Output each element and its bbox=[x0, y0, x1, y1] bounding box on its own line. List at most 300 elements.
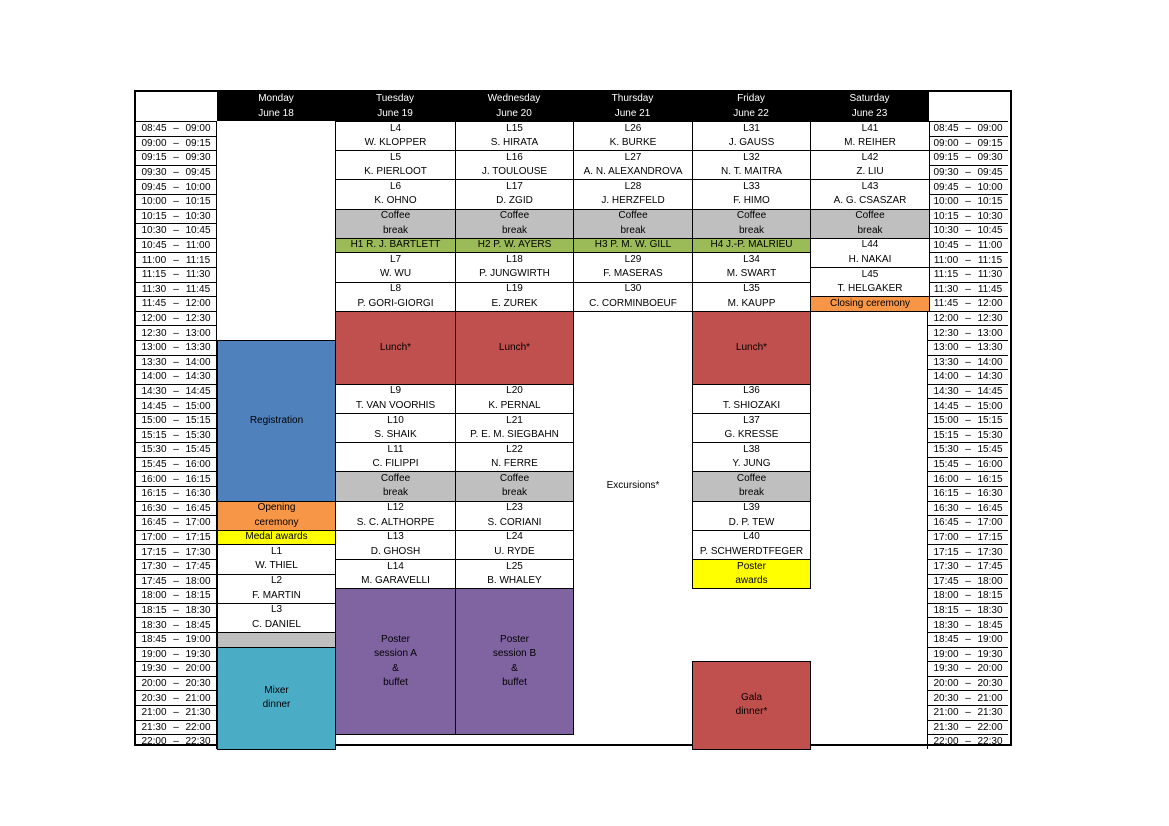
day-header-tuesday bbox=[335, 92, 455, 121]
time-start: 10:30 bbox=[933, 225, 959, 237]
time-dash: – bbox=[173, 678, 179, 690]
time-start: 11:45 bbox=[141, 298, 167, 310]
session-text: Coffee bbox=[499, 210, 530, 222]
session-text: L41 bbox=[861, 122, 879, 134]
time-start: 18:00 bbox=[141, 590, 167, 602]
time-start: 16:30 bbox=[933, 502, 959, 514]
session-yellow[interactable] bbox=[692, 559, 811, 589]
session-text: C. CORMINBOEUF bbox=[589, 297, 677, 309]
session-text: L1 bbox=[270, 545, 283, 557]
time-end: 10:45 bbox=[185, 225, 211, 237]
session-text: L3 bbox=[270, 604, 283, 616]
session-plain[interactable] bbox=[335, 413, 456, 443]
session-plain[interactable] bbox=[335, 179, 456, 209]
session-lunch[interactable] bbox=[455, 311, 574, 385]
session-text: L38 bbox=[743, 443, 760, 455]
session-text: F. MASERAS bbox=[603, 268, 663, 280]
time-end: 18:45 bbox=[977, 619, 1003, 631]
session-text: L24 bbox=[506, 531, 523, 543]
time-dash: – bbox=[173, 648, 179, 660]
session-text: Coffee bbox=[380, 472, 411, 484]
time-slot-left bbox=[136, 617, 217, 632]
session-plain[interactable] bbox=[455, 121, 574, 151]
session-text: H4 J.-P. MALRIEU bbox=[710, 239, 793, 251]
session-plain[interactable] bbox=[335, 121, 456, 151]
session-plain[interactable] bbox=[217, 603, 336, 633]
time-start: 10:00 bbox=[933, 196, 959, 208]
time-dash: – bbox=[173, 269, 179, 281]
time-start: 14:00 bbox=[141, 371, 167, 383]
time-end: 11:45 bbox=[185, 283, 211, 295]
time-dash: – bbox=[173, 590, 179, 602]
time-slot-right bbox=[927, 325, 1008, 340]
time-slot-left bbox=[136, 574, 217, 589]
session-plain[interactable] bbox=[692, 442, 811, 472]
day-name: Tuesday bbox=[376, 93, 414, 104]
session-text: break bbox=[501, 487, 527, 499]
time-slot-left bbox=[136, 136, 217, 151]
session-orange[interactable] bbox=[810, 296, 930, 312]
time-slot-right bbox=[927, 676, 1008, 691]
session-text: L5 bbox=[389, 151, 402, 163]
session-coffee[interactable] bbox=[692, 471, 811, 501]
time-dash: – bbox=[965, 269, 971, 281]
time-start: 12:00 bbox=[933, 313, 959, 325]
time-start: 15:45 bbox=[141, 459, 167, 471]
session-text: Excursions* bbox=[606, 480, 660, 492]
time-start: 19:30 bbox=[933, 663, 959, 675]
session-plain[interactable] bbox=[810, 267, 930, 297]
day-header-monday bbox=[217, 92, 335, 121]
session-plain[interactable] bbox=[335, 501, 456, 531]
session-text: F. HIMO bbox=[733, 195, 770, 207]
time-slot-right bbox=[927, 223, 1008, 238]
session-text: L37 bbox=[743, 414, 760, 426]
time-end: 15:15 bbox=[977, 415, 1003, 427]
session-text: L29 bbox=[624, 253, 642, 265]
session-text: L43 bbox=[861, 180, 879, 192]
session-text: K. PIERLOOT bbox=[364, 166, 427, 178]
session-text: Lunch* bbox=[735, 341, 768, 353]
time-slot-right bbox=[927, 121, 1008, 136]
time-start: 10:15 bbox=[141, 210, 167, 222]
time-start: 10:30 bbox=[141, 225, 167, 237]
time-end: 20:30 bbox=[977, 678, 1003, 690]
time-end: 20:00 bbox=[977, 663, 1003, 675]
time-dash: – bbox=[173, 342, 179, 354]
session-plain[interactable] bbox=[692, 252, 811, 282]
session-text: L22 bbox=[506, 443, 523, 455]
time-end: 09:30 bbox=[185, 152, 211, 164]
time-start: 18:45 bbox=[141, 634, 167, 646]
session-text: & bbox=[511, 662, 518, 674]
session-text: L14 bbox=[387, 560, 404, 572]
session-text: A. N. ALEXANDROVA bbox=[583, 166, 683, 178]
time-slot-right bbox=[927, 471, 1008, 486]
time-end: 13:00 bbox=[185, 327, 211, 339]
session-text: S. C. ALTHORPE bbox=[356, 516, 435, 528]
time-dash: – bbox=[173, 298, 179, 310]
time-end: 13:30 bbox=[977, 342, 1003, 354]
time-dash: – bbox=[173, 356, 179, 368]
time-dash: – bbox=[173, 575, 179, 587]
time-slot-right bbox=[927, 282, 1008, 297]
time-slot-left bbox=[136, 588, 217, 603]
session-orange[interactable] bbox=[217, 501, 336, 531]
time-dash: – bbox=[173, 517, 179, 529]
time-start: 15:00 bbox=[141, 415, 167, 427]
time-start: 10:15 bbox=[933, 210, 959, 222]
time-dash: – bbox=[965, 181, 971, 193]
session-plain[interactable] bbox=[335, 150, 456, 180]
session-teal[interactable] bbox=[217, 647, 336, 750]
session-plain[interactable] bbox=[692, 501, 811, 531]
session-plain[interactable] bbox=[335, 252, 456, 282]
session-blue[interactable] bbox=[217, 340, 336, 502]
time-start: 20:00 bbox=[141, 678, 167, 690]
session-text: L34 bbox=[743, 253, 760, 265]
time-start: 17:00 bbox=[933, 532, 959, 544]
session-text: Poster bbox=[500, 633, 529, 645]
day-date: June 22 bbox=[733, 107, 769, 119]
time-start: 15:30 bbox=[141, 444, 167, 456]
time-slot-left bbox=[136, 690, 217, 705]
session-plain[interactable] bbox=[455, 501, 574, 531]
session-coffee[interactable] bbox=[810, 209, 930, 239]
session-coffee[interactable] bbox=[692, 209, 811, 239]
time-dash: – bbox=[965, 327, 971, 339]
session-plain[interactable] bbox=[455, 530, 574, 560]
time-slot-right bbox=[927, 647, 1008, 662]
session-text: L31 bbox=[743, 122, 760, 134]
time-slot-right bbox=[927, 369, 1008, 384]
time-slot-right bbox=[927, 588, 1008, 603]
time-start: 10:45 bbox=[933, 240, 959, 252]
time-slot-left bbox=[136, 471, 217, 486]
session-text: L8 bbox=[389, 283, 402, 295]
session-yellow[interactable] bbox=[217, 530, 336, 546]
time-end: 21:00 bbox=[977, 692, 1003, 704]
session-plain[interactable] bbox=[455, 282, 574, 312]
session-text: C. FILIPPI bbox=[372, 458, 419, 470]
time-slot-right bbox=[927, 165, 1008, 180]
time-dash: – bbox=[965, 532, 971, 544]
time-start: 20:00 bbox=[933, 678, 959, 690]
session-plain[interactable] bbox=[573, 150, 693, 180]
session-text: buffet bbox=[383, 677, 408, 689]
time-start: 19:00 bbox=[933, 648, 959, 660]
day-name: Monday bbox=[258, 93, 294, 104]
time-dash: – bbox=[965, 473, 971, 485]
time-dash: – bbox=[173, 692, 179, 704]
time-dash: – bbox=[173, 429, 179, 441]
time-start: 12:30 bbox=[141, 327, 167, 339]
time-slot-left bbox=[136, 340, 217, 355]
time-start: 13:00 bbox=[933, 342, 959, 354]
time-start: 15:15 bbox=[141, 429, 167, 441]
session-text: P. E. M. SIEGBAHN bbox=[470, 429, 559, 441]
time-slot-right bbox=[927, 661, 1008, 676]
time-slot-left bbox=[136, 428, 217, 443]
session-plain[interactable] bbox=[692, 179, 811, 209]
time-start: 18:15 bbox=[141, 605, 167, 617]
time-end: 17:15 bbox=[977, 532, 1003, 544]
session-plain[interactable] bbox=[573, 282, 693, 312]
session-plain[interactable] bbox=[692, 282, 811, 312]
time-start: 19:00 bbox=[141, 648, 167, 660]
time-end: 13:00 bbox=[977, 327, 1003, 339]
time-end: 09:30 bbox=[977, 152, 1003, 164]
session-text: L6 bbox=[389, 180, 402, 192]
session-green[interactable] bbox=[455, 238, 574, 254]
time-end: 15:45 bbox=[185, 444, 211, 456]
session-text: Lunch* bbox=[379, 341, 412, 353]
day-date: June 23 bbox=[851, 107, 888, 119]
time-slot-right bbox=[927, 515, 1008, 530]
time-slot-left bbox=[136, 530, 217, 545]
time-end: 17:30 bbox=[185, 546, 211, 558]
time-start: 16:45 bbox=[933, 517, 959, 529]
session-text: T. SHIOZAKI bbox=[722, 399, 781, 411]
time-dash: – bbox=[965, 210, 971, 222]
time-end: 12:00 bbox=[977, 298, 1003, 310]
session-text: session B bbox=[492, 648, 537, 660]
session-plain[interactable] bbox=[455, 384, 574, 414]
time-dash: – bbox=[173, 167, 179, 179]
session-coffee[interactable] bbox=[217, 632, 336, 648]
session-text: L12 bbox=[387, 502, 404, 514]
session-plain[interactable] bbox=[217, 574, 336, 604]
time-dash: – bbox=[173, 561, 179, 573]
session-plain[interactable] bbox=[810, 150, 930, 180]
session-plain[interactable] bbox=[692, 384, 811, 414]
session-plain[interactable] bbox=[335, 384, 456, 414]
time-dash: – bbox=[965, 736, 971, 748]
session-coffee[interactable] bbox=[335, 471, 456, 501]
session-lunch[interactable] bbox=[692, 311, 811, 385]
time-start: 14:30 bbox=[933, 386, 959, 398]
session-noborder bbox=[573, 471, 693, 501]
session-text: dinner bbox=[262, 699, 291, 711]
time-slot-right bbox=[927, 340, 1008, 355]
session-text: L36 bbox=[743, 385, 760, 397]
session-plain[interactable] bbox=[455, 150, 574, 180]
time-end: 18:00 bbox=[977, 575, 1003, 587]
time-end: 17:15 bbox=[185, 532, 211, 544]
time-dash: – bbox=[173, 736, 179, 748]
session-plain[interactable] bbox=[692, 413, 811, 443]
time-dash: – bbox=[173, 546, 179, 558]
session-plain[interactable] bbox=[455, 179, 574, 209]
session-text: L7 bbox=[389, 253, 402, 265]
time-dash: – bbox=[965, 283, 971, 295]
session-plain[interactable] bbox=[692, 150, 811, 180]
time-start: 18:15 bbox=[933, 605, 959, 617]
time-end: 16:00 bbox=[977, 459, 1003, 471]
session-text: break bbox=[738, 224, 764, 236]
session-plain[interactable] bbox=[455, 559, 574, 589]
day-header-wednesday bbox=[455, 92, 573, 121]
session-text: M. REIHER bbox=[844, 137, 896, 149]
session-plain[interactable] bbox=[692, 530, 811, 560]
time-slot-right bbox=[927, 267, 1008, 282]
time-start: 22:00 bbox=[141, 736, 167, 748]
session-text: P. SCHWERDTFEGER bbox=[699, 545, 804, 557]
time-slot-left bbox=[136, 325, 217, 340]
time-dash: – bbox=[965, 619, 971, 631]
time-start: 20:30 bbox=[141, 692, 167, 704]
session-text: S. SHAIK bbox=[374, 429, 417, 441]
session-plain[interactable] bbox=[810, 238, 930, 268]
session-plain[interactable] bbox=[335, 442, 456, 472]
time-slot-left bbox=[136, 603, 217, 618]
time-slot-left bbox=[136, 734, 217, 749]
time-slot-left bbox=[136, 501, 217, 516]
time-dash: – bbox=[965, 605, 971, 617]
session-coffee[interactable] bbox=[573, 209, 693, 239]
session-plain[interactable] bbox=[335, 559, 456, 589]
session-green[interactable] bbox=[573, 238, 693, 254]
time-end: 12:00 bbox=[185, 298, 211, 310]
time-slot-left bbox=[136, 647, 217, 662]
time-dash: – bbox=[173, 181, 179, 193]
time-end: 11:00 bbox=[977, 240, 1003, 252]
time-dash: – bbox=[965, 648, 971, 660]
time-dash: – bbox=[965, 298, 971, 310]
time-end: 14:00 bbox=[977, 356, 1003, 368]
time-start: 17:00 bbox=[141, 532, 167, 544]
time-start: 11:15 bbox=[933, 269, 959, 281]
day-date: June 18 bbox=[258, 107, 294, 119]
time-start: 12:30 bbox=[933, 327, 959, 339]
time-dash: – bbox=[173, 605, 179, 617]
session-plain[interactable] bbox=[217, 544, 336, 574]
time-slot-left bbox=[136, 355, 217, 370]
session-plain[interactable] bbox=[335, 282, 456, 312]
time-dash: – bbox=[173, 473, 179, 485]
session-text: D. P. TEW bbox=[728, 516, 775, 528]
time-dash: – bbox=[173, 313, 179, 325]
session-purple[interactable] bbox=[335, 588, 456, 735]
session-green[interactable] bbox=[692, 238, 811, 254]
time-dash: – bbox=[965, 488, 971, 500]
session-text: L23 bbox=[506, 502, 523, 514]
time-slot-left bbox=[136, 267, 217, 282]
time-end: 21:00 bbox=[185, 692, 211, 704]
time-dash: – bbox=[173, 634, 179, 646]
time-start: 11:00 bbox=[141, 254, 167, 266]
session-plain[interactable] bbox=[692, 121, 811, 151]
session-text: E. ZUREK bbox=[491, 297, 538, 309]
session-purple[interactable] bbox=[455, 588, 574, 735]
session-plain[interactable] bbox=[573, 252, 693, 282]
session-plain[interactable] bbox=[455, 252, 574, 282]
time-end: 11:45 bbox=[977, 283, 1003, 295]
session-lunch[interactable] bbox=[692, 661, 811, 750]
session-lunch[interactable] bbox=[335, 311, 456, 385]
session-text: W. KLOPPER bbox=[364, 137, 427, 149]
time-slot-right bbox=[927, 720, 1008, 735]
time-dash: – bbox=[965, 415, 971, 427]
time-end: 18:15 bbox=[977, 590, 1003, 602]
time-slot-left bbox=[136, 238, 217, 253]
time-dash: – bbox=[173, 283, 179, 295]
time-start: 17:45 bbox=[933, 575, 959, 587]
session-text: T. VAN VOORHIS bbox=[355, 399, 436, 411]
time-slot-left bbox=[136, 194, 217, 209]
time-end: 11:00 bbox=[185, 240, 211, 252]
time-dash: – bbox=[965, 342, 971, 354]
time-slot-left bbox=[136, 296, 217, 311]
time-start: 09:45 bbox=[141, 181, 167, 193]
time-start: 21:30 bbox=[933, 721, 959, 733]
time-start: 14:45 bbox=[933, 400, 959, 412]
session-coffee[interactable] bbox=[455, 471, 574, 501]
time-dash: – bbox=[173, 210, 179, 222]
time-start: 22:00 bbox=[933, 736, 959, 748]
session-text: L20 bbox=[506, 385, 523, 397]
time-slot-right bbox=[927, 398, 1008, 413]
session-text: Medal awards bbox=[245, 531, 308, 543]
time-end: 16:15 bbox=[185, 473, 211, 485]
time-slot-right bbox=[927, 384, 1008, 399]
time-dash: – bbox=[965, 152, 971, 164]
session-text: J. HERZFELD bbox=[601, 195, 665, 207]
time-end: 22:30 bbox=[185, 736, 211, 748]
session-plain[interactable] bbox=[810, 179, 930, 209]
time-dash: – bbox=[965, 429, 971, 441]
time-dash: – bbox=[173, 400, 179, 412]
time-dash: – bbox=[965, 313, 971, 325]
time-start: 21:00 bbox=[141, 707, 167, 719]
time-slot-left bbox=[136, 398, 217, 413]
time-end: 10:15 bbox=[977, 196, 1003, 208]
time-slot-left bbox=[136, 150, 217, 165]
session-green[interactable] bbox=[335, 238, 456, 254]
time-end: 09:00 bbox=[977, 123, 1003, 135]
session-text: H. NAKAI bbox=[848, 253, 892, 265]
time-slot-left bbox=[136, 209, 217, 224]
session-plain[interactable] bbox=[573, 121, 693, 151]
session-plain[interactable] bbox=[455, 413, 574, 443]
session-text: C. DANIEL bbox=[252, 618, 301, 630]
time-dash: – bbox=[965, 356, 971, 368]
time-start: 19:30 bbox=[141, 663, 167, 675]
session-text: T. HELGAKER bbox=[837, 283, 903, 295]
session-text: L30 bbox=[624, 283, 642, 295]
session-coffee[interactable] bbox=[335, 209, 456, 239]
session-text: W. THIEL bbox=[255, 560, 298, 572]
session-text: U. RYDE bbox=[494, 545, 535, 557]
time-start: 17:30 bbox=[933, 561, 959, 573]
time-slot-right bbox=[927, 413, 1008, 428]
session-plain[interactable] bbox=[455, 442, 574, 472]
time-slot-right bbox=[927, 544, 1008, 559]
time-end: 15:00 bbox=[977, 400, 1003, 412]
session-text: Y. JUNG bbox=[732, 458, 771, 470]
session-coffee[interactable] bbox=[455, 209, 574, 239]
session-text: D. ZGID bbox=[496, 195, 533, 207]
time-dash: – bbox=[965, 663, 971, 675]
time-dash: – bbox=[173, 707, 179, 719]
session-plain[interactable] bbox=[573, 179, 693, 209]
time-start: 15:30 bbox=[933, 444, 959, 456]
session-text: H1 R. J. BARTLETT bbox=[350, 239, 441, 251]
session-plain[interactable] bbox=[810, 121, 930, 151]
time-slot-right bbox=[927, 603, 1008, 618]
session-text: L4 bbox=[389, 122, 402, 134]
session-plain[interactable] bbox=[335, 530, 456, 560]
